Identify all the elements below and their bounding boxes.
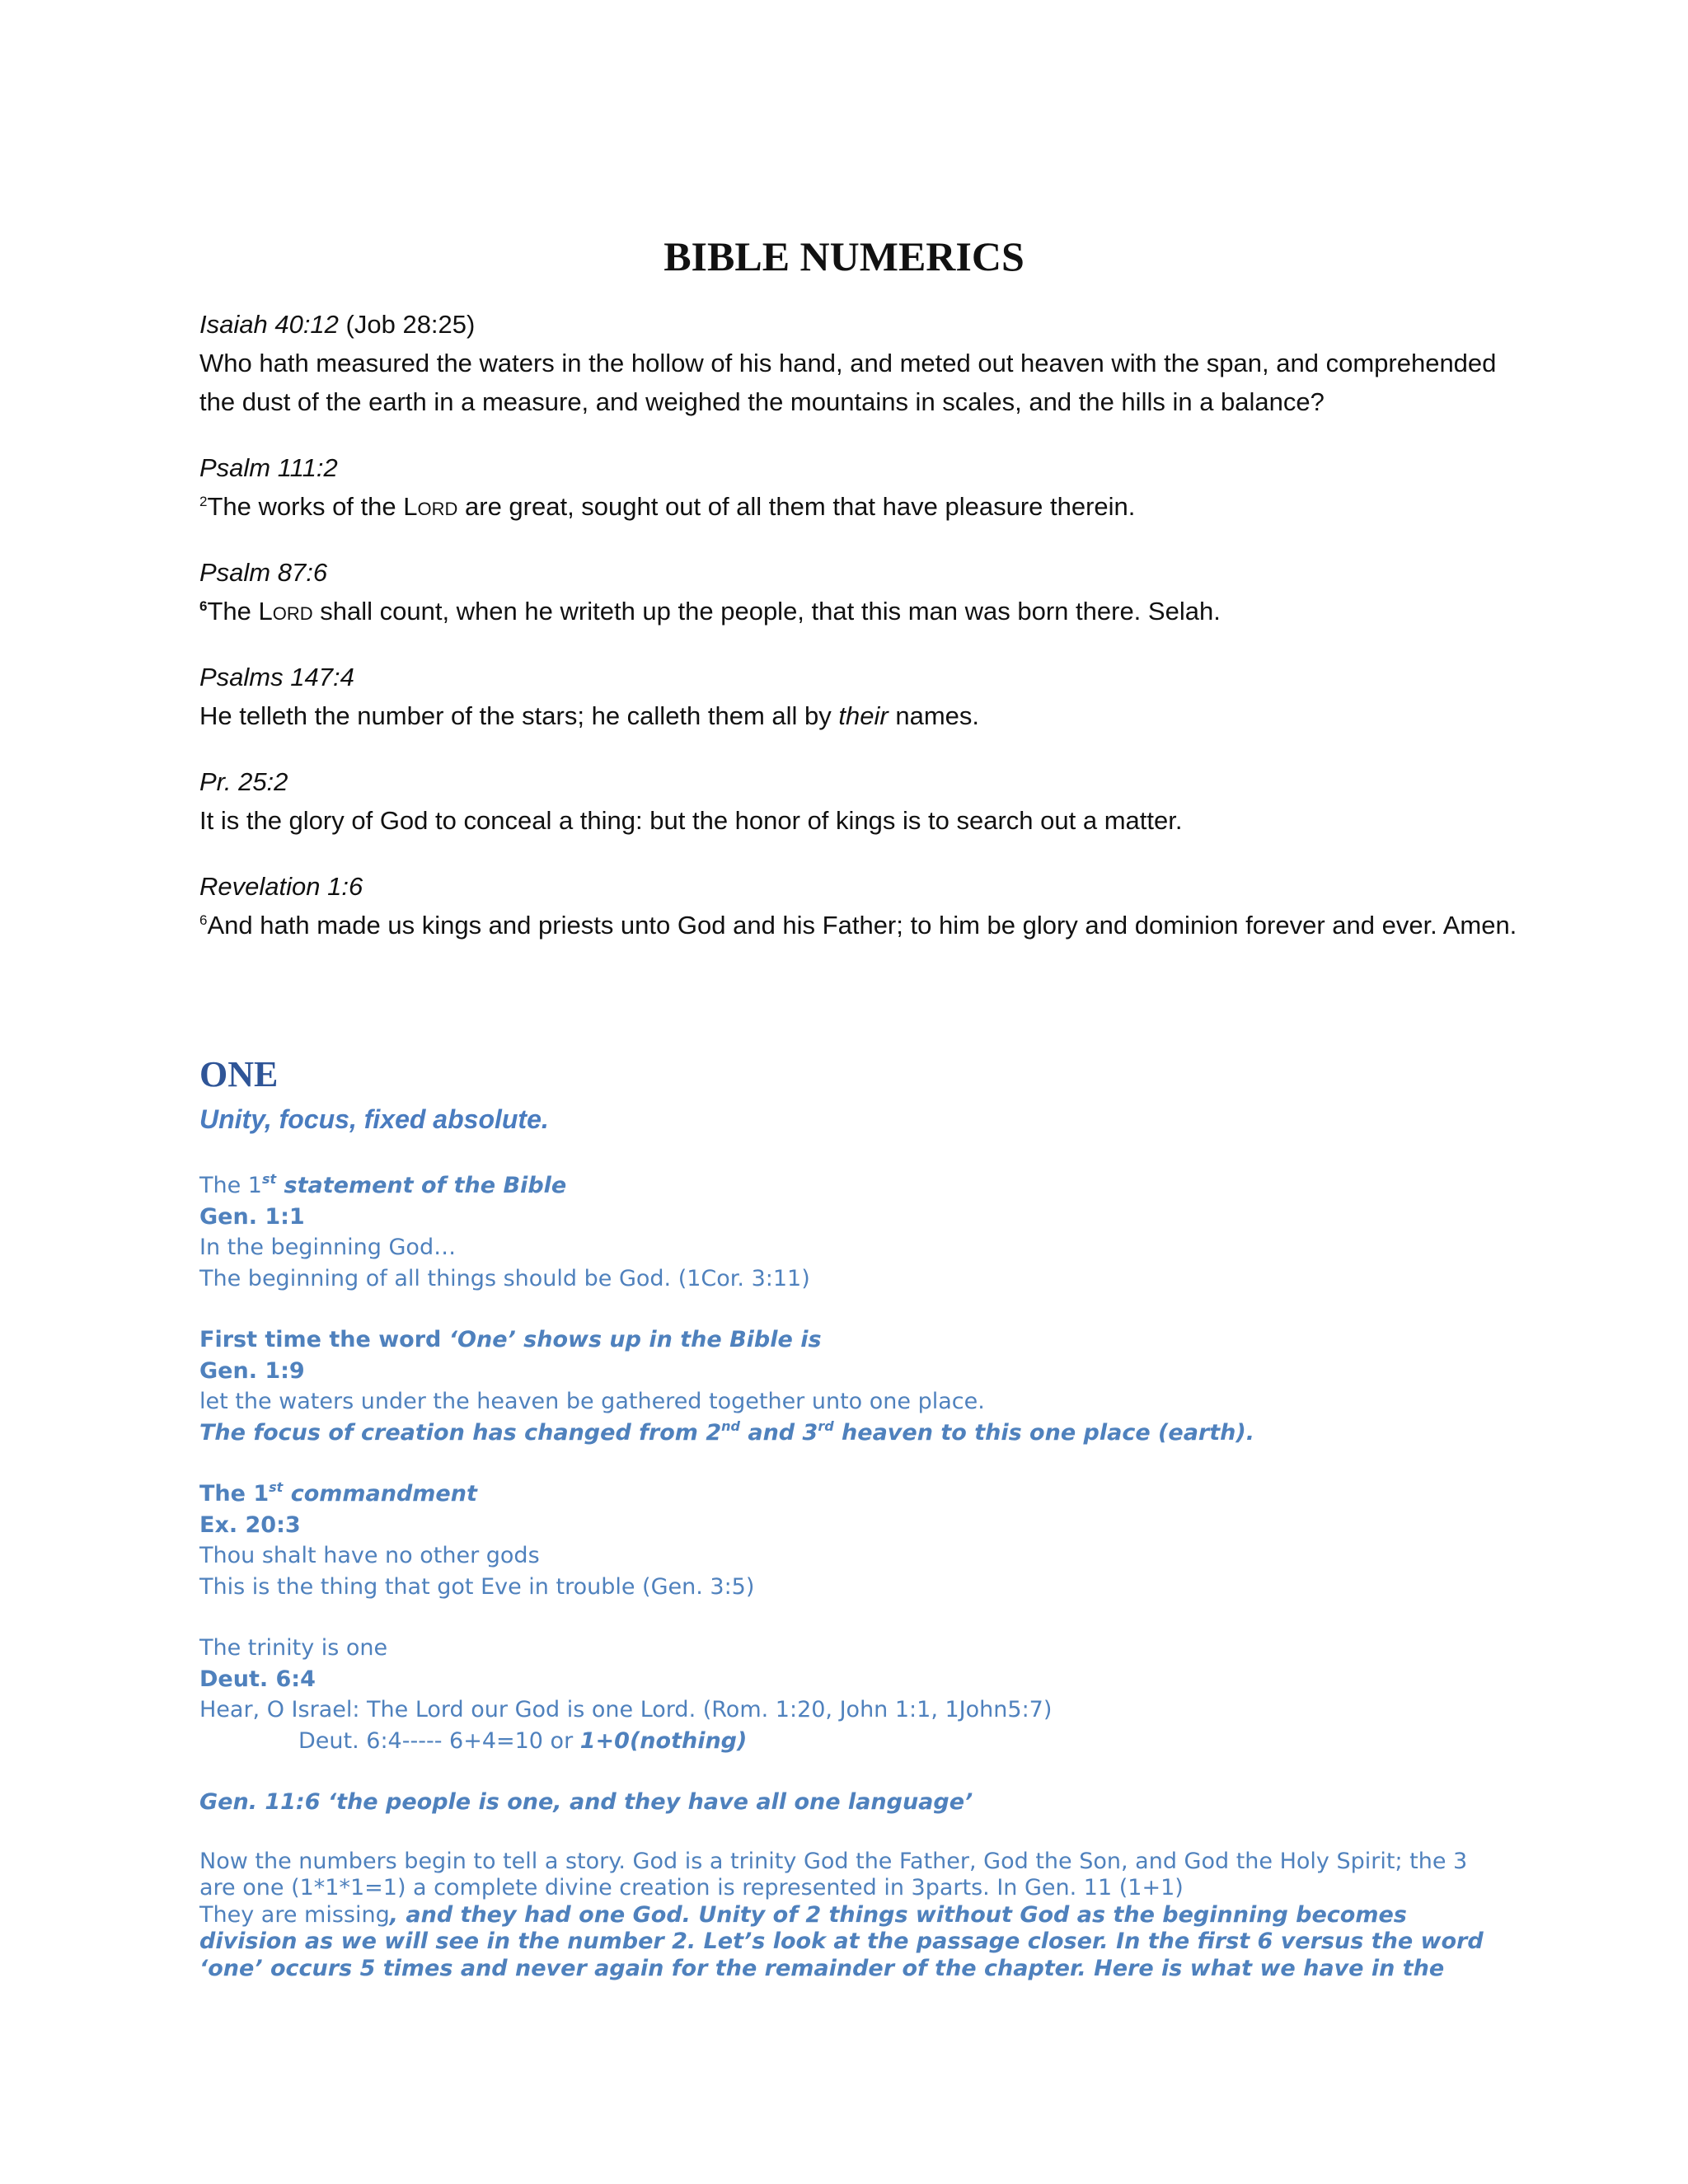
emphasis-part: The focus of creation has changed from 2: [199, 1419, 722, 1446]
heading-lead: First time the word: [199, 1327, 449, 1352]
verse-list: [199, 305, 1518, 972]
verse-text: [199, 592, 1518, 630]
verse-text-part: The: [207, 597, 259, 626]
block-first-one: [199, 1324, 1493, 1448]
section-subheading: Unity, focus, fixed absolute.: [199, 1104, 549, 1134]
heading-lead: The 1: [199, 1173, 262, 1198]
verse-text: Who hath measured the waters in the hollow of his hand, and meted out heaven with the span, and comprehended the dust of the earth in a measure, and weighed the mountains in scales, and the hills in a balance?: [199, 349, 1497, 416]
verse-psalm-111: [199, 448, 1518, 526]
block-heading: The trinity is one: [199, 1635, 388, 1661]
page-title: BIBLE NUMERICS: [663, 233, 1025, 279]
verse-reference: Psalm 87:6: [199, 558, 328, 587]
spacer: [199, 1294, 1493, 1324]
body-line: The beginning of all things should be God. (1Cor. 3:11): [199, 1265, 810, 1291]
body-line: Thou shalt have no other gods: [199, 1543, 540, 1568]
verse-text: [199, 906, 1518, 944]
verse-text-part: are great, sought out of all them that have pleasure therein.: [457, 492, 1136, 521]
paragraph-emphasis: , and they had one God. Unity of 2 things without God as the beginning becomes division as we will see in the number 2. Let’s look at the passage closer. In the first 6 versus the word ‘one’ occurs 5 times and never again for the remainder of the chapter. Here is what we have in the: [199, 1901, 1484, 1981]
verse-reference: Revelation 1:6: [199, 872, 363, 901]
verse-text: [199, 487, 1518, 526]
block-first-statement: [199, 1170, 1493, 1294]
block-heading: [199, 1479, 1493, 1510]
verse-ref-italic: Isaiah 40:12: [199, 310, 339, 339]
verse-text: It is the glory of God to conceal a thing: but the honor of kings is to search out a matter.: [199, 806, 1183, 835]
paragraph: Now the numbers begin to tell a story. God is a trinity God the Father, God the Son, and God the Holy Spirit; the 3 are one (1*1*1=1) a complete divine creation is represented in 3parts. In Gen. 11 (1+1): [199, 1848, 1468, 1900]
block-heading: [199, 1324, 1493, 1356]
body-line: Hear, O Israel: The Lord our God is one Lord. (Rom. 1:20, John 1:1, 1John5:7): [199, 1697, 1053, 1722]
verse-number: 6: [199, 598, 208, 614]
ordinal-suffix: rd: [818, 1418, 834, 1434]
verse-revelation: [199, 867, 1518, 944]
spacer: [199, 1602, 1493, 1633]
calc-emphasis: 1+0(nothing): [579, 1727, 748, 1754]
verse-ref-extra: (Job 28:25): [338, 310, 476, 339]
section-body: [199, 1170, 1493, 1982]
heading-emphasis: statement of the Bible: [276, 1173, 567, 1198]
scripture-ref: Deut. 6:4: [199, 1666, 316, 1692]
lord-smallcaps: Lord: [258, 597, 313, 626]
verse-proverbs: [199, 762, 1518, 840]
heading-emphasis: commandment: [283, 1481, 477, 1507]
paragraph-lead: They are missing: [199, 1901, 390, 1928]
verse-reference: Psalm 111:2: [199, 453, 338, 482]
verse-isaiah: [199, 305, 1518, 421]
paragraph: [199, 1902, 1493, 1983]
block-heading: [199, 1170, 1493, 1202]
ordinal-suffix: st: [261, 1171, 277, 1187]
body-line: This is the thing that got Eve in trouble (Gen. 3:5): [199, 1573, 755, 1600]
babel-heading: Gen. 11:6 ‘the people is one, and they have all one language’: [199, 1789, 973, 1815]
section-heading: ONE: [199, 1054, 279, 1094]
scripture-ref: Ex. 20:3: [199, 1511, 301, 1538]
heading-emphasis: ‘One’ shows up in the Bible is: [448, 1327, 822, 1352]
verse-text-part: names.: [888, 701, 980, 730]
scripture-ref: Gen. 1:1: [199, 1203, 305, 1230]
spacer: [199, 1756, 1493, 1787]
heading-lead: The 1: [199, 1481, 270, 1507]
emphasis-line: [199, 1418, 1493, 1449]
block-trinity: [199, 1633, 1493, 1756]
block-commandment: [199, 1479, 1493, 1602]
verse-number: 2: [199, 494, 208, 509]
spacer: [199, 1448, 1493, 1479]
verse-text-part: The works of the: [207, 492, 404, 521]
verse-reference: Pr. 25:2: [199, 767, 288, 796]
calc-text: Deut. 6:4----- 6+4=10 or: [298, 1727, 580, 1754]
block-story: [199, 1849, 1493, 1983]
verse-italic-word: their: [838, 701, 889, 730]
body-line: let the waters under the heaven be gathered together unto one place.: [199, 1389, 985, 1414]
verse-reference: Psalms 147:4: [199, 663, 354, 691]
verse-text: [199, 696, 1518, 735]
ordinal-suffix: st: [269, 1479, 284, 1495]
lord-smallcaps: Lord: [403, 492, 458, 521]
spacer: [199, 1818, 1493, 1849]
emphasis-part: and 3: [739, 1419, 818, 1446]
verse-text-part: And hath made us kings and priests unto God and his Father; to him be glory and dominion forever and ever. Amen.: [207, 911, 1517, 940]
emphasis-part: heaven to this one place (earth).: [833, 1419, 1254, 1446]
verse-psalms-147: [199, 658, 1518, 735]
body-line: [199, 1726, 1493, 1757]
verse-text-part: shall count, when he writeth up the people, that this man was born there. Selah.: [312, 597, 1221, 626]
verse-text-part: He telleth the number of the stars; he calleth them all by: [199, 701, 839, 730]
scripture-ref: Gen. 1:9: [199, 1357, 305, 1384]
verse-reference: [199, 305, 1518, 344]
verse-number: 6: [199, 912, 208, 928]
verse-psalm-87: [199, 553, 1518, 630]
body-line: In the beginning God…: [199, 1235, 457, 1260]
ordinal-suffix: nd: [721, 1418, 740, 1434]
